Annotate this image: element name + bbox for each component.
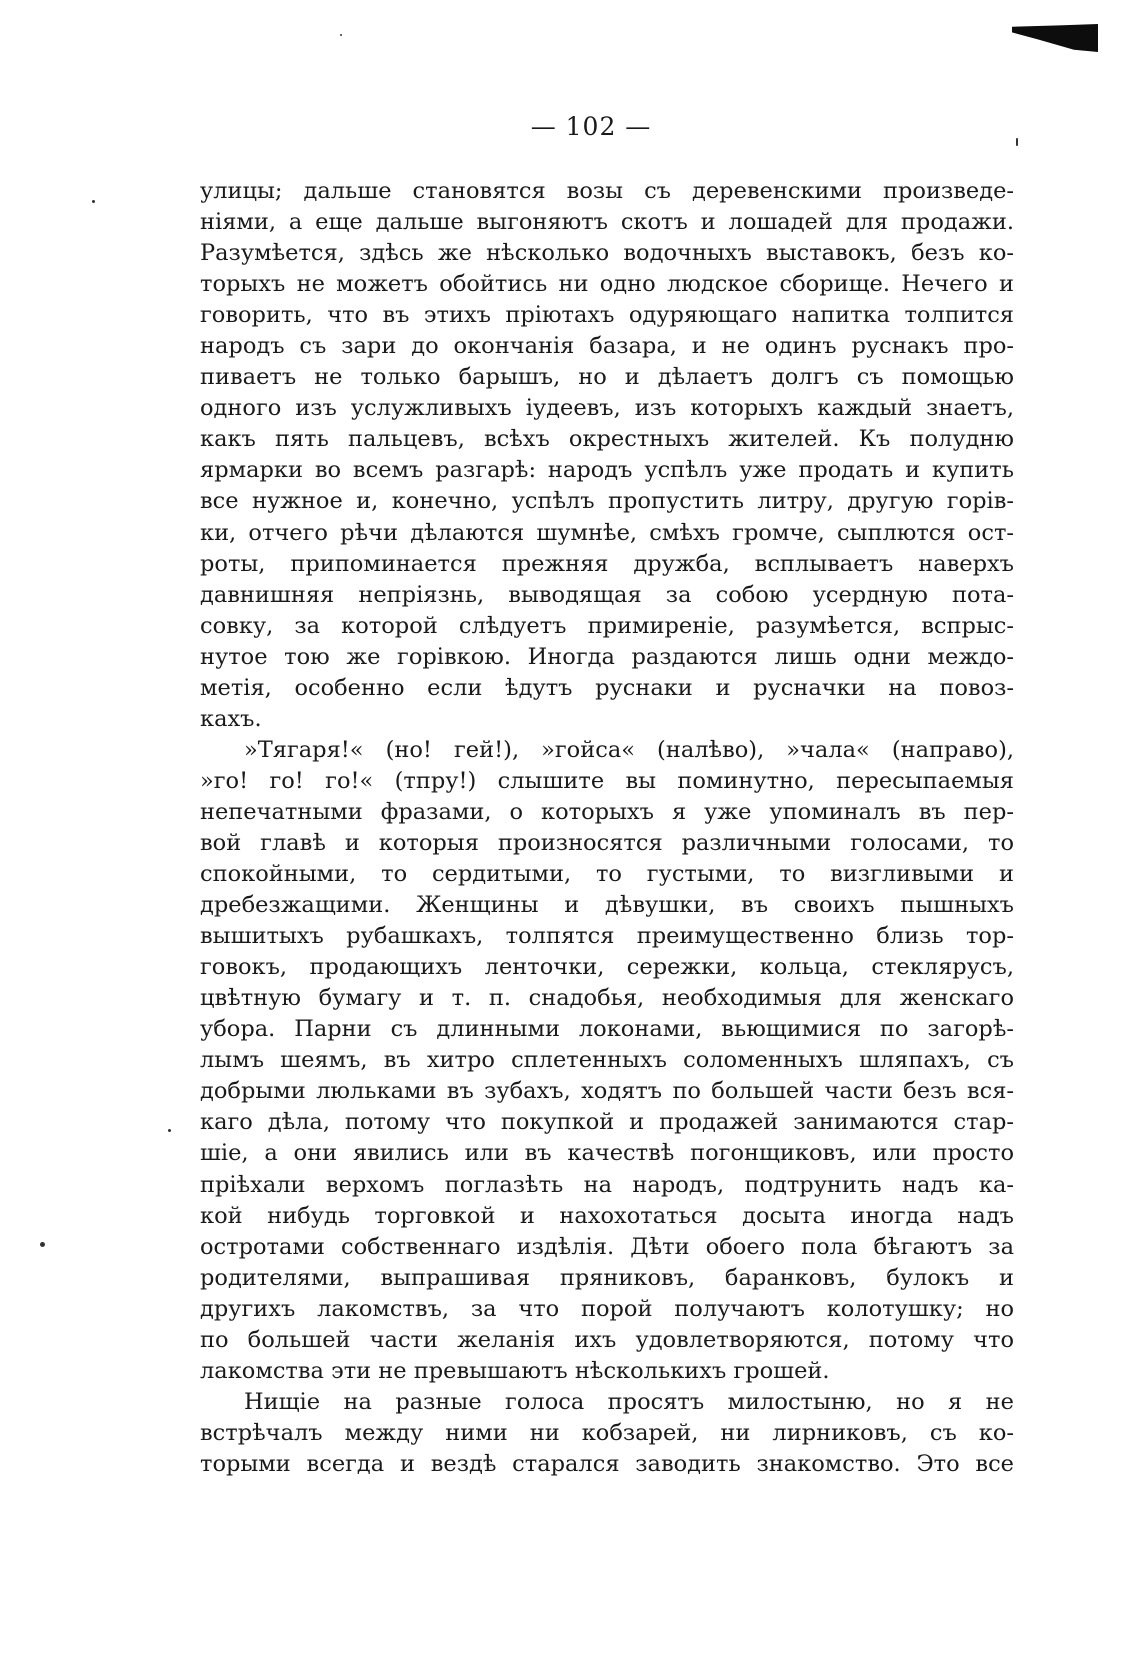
- text-line: »Тягаря!« (но! гей!), »гойса« (налѣво), »чала« (направо),: [244, 736, 1014, 763]
- text-line: каго дѣла, потому что покупкой и продажей занимаются стар-: [200, 1109, 1014, 1136]
- scan-speck: [168, 1129, 171, 1132]
- page-number: — 102 —: [530, 112, 652, 141]
- text-line: шіе, а они явились или въ качествѣ погонщиковъ, или просто: [200, 1140, 1014, 1167]
- text-line: остротами собственнаго издѣлія. Дѣти обоего пола бѣгаютъ за: [200, 1233, 1014, 1260]
- text-line: торыхъ не можетъ обойтись ни одно людское сборище. Нечего и: [200, 271, 1014, 298]
- text-line: убора. Парни съ длинными локонами, вьющимися по загорѣ-: [200, 1016, 1014, 1043]
- text-line: спокойными, то сердитыми, то густыми, то визгливыми и: [200, 861, 1014, 888]
- text-line: ніями, а еще дальше выгоняютъ скотъ и лошадей для продажи.: [200, 209, 1014, 236]
- text-line: вышитыхъ рубашкахъ, толпятся преимущественно близь тор-: [200, 923, 1014, 950]
- text-line: говорить, что въ этихъ пріютахъ одуряющаго напитка толпится: [200, 302, 1014, 329]
- text-line: народъ съ зари до окончанія базара, и не одинъ руснакъ про-: [200, 333, 1014, 360]
- text-line: лакомства эти не превышаютъ нѣсколькихъ грошей.: [200, 1357, 830, 1384]
- text-line: совку, за которой слѣдуетъ примиреніе, разумѣется, вспрыс-: [200, 612, 1014, 639]
- text-line: »го! го! го!« (тпру!) слышите вы поминутно, пересыпаемыя: [200, 767, 1014, 794]
- scan-speck: [40, 1242, 45, 1247]
- text-line: давнишняя непріязнь, выводящая за собою усердную пота-: [200, 581, 1014, 608]
- text-line: все нужное и, конечно, успѣлъ пропустить литру, другую горів-: [200, 488, 1014, 515]
- scan-speck: [340, 34, 342, 36]
- text-line: ярмарки во всемъ разгарѣ: народъ успѣлъ уже продать и купить: [200, 457, 1014, 484]
- text-line: встрѣчалъ между ними ни кобзарей, ни лирниковъ, съ ко-: [200, 1419, 1014, 1446]
- text-line: другихъ лакомствъ, за что порой получаютъ колотушку; но: [200, 1295, 1014, 1322]
- text-line: улицы; дальше становятся возы съ деревенскими произведе-: [200, 178, 1014, 204]
- text-line: метія, особенно если ѣдутъ руснаки и руснaчки на повоз-: [200, 674, 1014, 701]
- text-line: добрыми люльками въ зубахъ, ходятъ по большей части безъ вся-: [200, 1078, 1014, 1105]
- text-line: родителями, выпрашивая пряниковъ, баранковъ, булокъ и: [200, 1264, 1014, 1291]
- text-line: пріѣхали верхомъ поглазѣть на народъ, подтрунить надъ ка-: [200, 1171, 1014, 1198]
- text-line: вой главѣ и которыя произносятся различными голосами, то: [200, 829, 1014, 856]
- text-line: говокъ, продающихъ ленточки, сережки, кольца, стеклярусъ,: [200, 954, 1014, 981]
- body-text: [200, 176, 1014, 1480]
- text-line: кой нибудь торговкой и нахохотаться досыта иногда надъ: [200, 1202, 1014, 1229]
- paragraph: [200, 1387, 1014, 1480]
- text-line: кахъ.: [200, 705, 262, 732]
- text-line: лымъ шеямъ, въ хитро сплетенныхъ соломенныхъ шляпахъ, съ: [200, 1047, 1014, 1074]
- text-line: по большей части желанія ихъ удовлетворяются, потому что: [200, 1326, 1014, 1353]
- text-line: Разумѣется, здѣсь же нѣсколько водочныхъ выставокъ, безъ ко-: [200, 240, 1014, 267]
- text-line: одного изъ услужливыхъ іудеевъ, изъ которыхъ каждый знаетъ,: [200, 395, 1014, 422]
- text-line: какъ пять пальцевъ, всѣхъ окрестныхъ жителей. Къ полудню: [200, 426, 1014, 453]
- scan-artifact-mark: [1012, 24, 1098, 52]
- text-line: дребезжащими. Женщины и дѣвушки, въ своихъ пышныхъ: [200, 892, 1014, 919]
- text-line: роты, припоминается прежняя дружба, всплываетъ наверхъ: [200, 550, 1014, 577]
- text-line: ки, отчего рѣчи дѣлаются шумнѣе, смѣхъ громче, сыплются ост-: [200, 519, 1014, 546]
- text-line: Нищіе на разные голоса просятъ милостыню, но я не: [244, 1388, 1014, 1415]
- text-line: пиваетъ не только барышъ, но и дѣлаетъ долгъ съ помощью: [200, 364, 1014, 391]
- text-line: торыми всегда и вездѣ старался заводить знакомство. Это все: [200, 1450, 1014, 1477]
- text-line: цвѣтную бумагу и т. п. снадобья, необходимыя для женскаго: [200, 985, 1014, 1012]
- paragraph: [200, 735, 1014, 1387]
- text-line: непечатными фразами, о которыхъ я уже упоминалъ въ пер-: [200, 798, 1014, 825]
- paragraph: [200, 176, 1014, 735]
- text-line: нутое тою же горівкою. Иногда раздаются лишь одни междо-: [200, 643, 1014, 670]
- scan-speck: [92, 200, 95, 203]
